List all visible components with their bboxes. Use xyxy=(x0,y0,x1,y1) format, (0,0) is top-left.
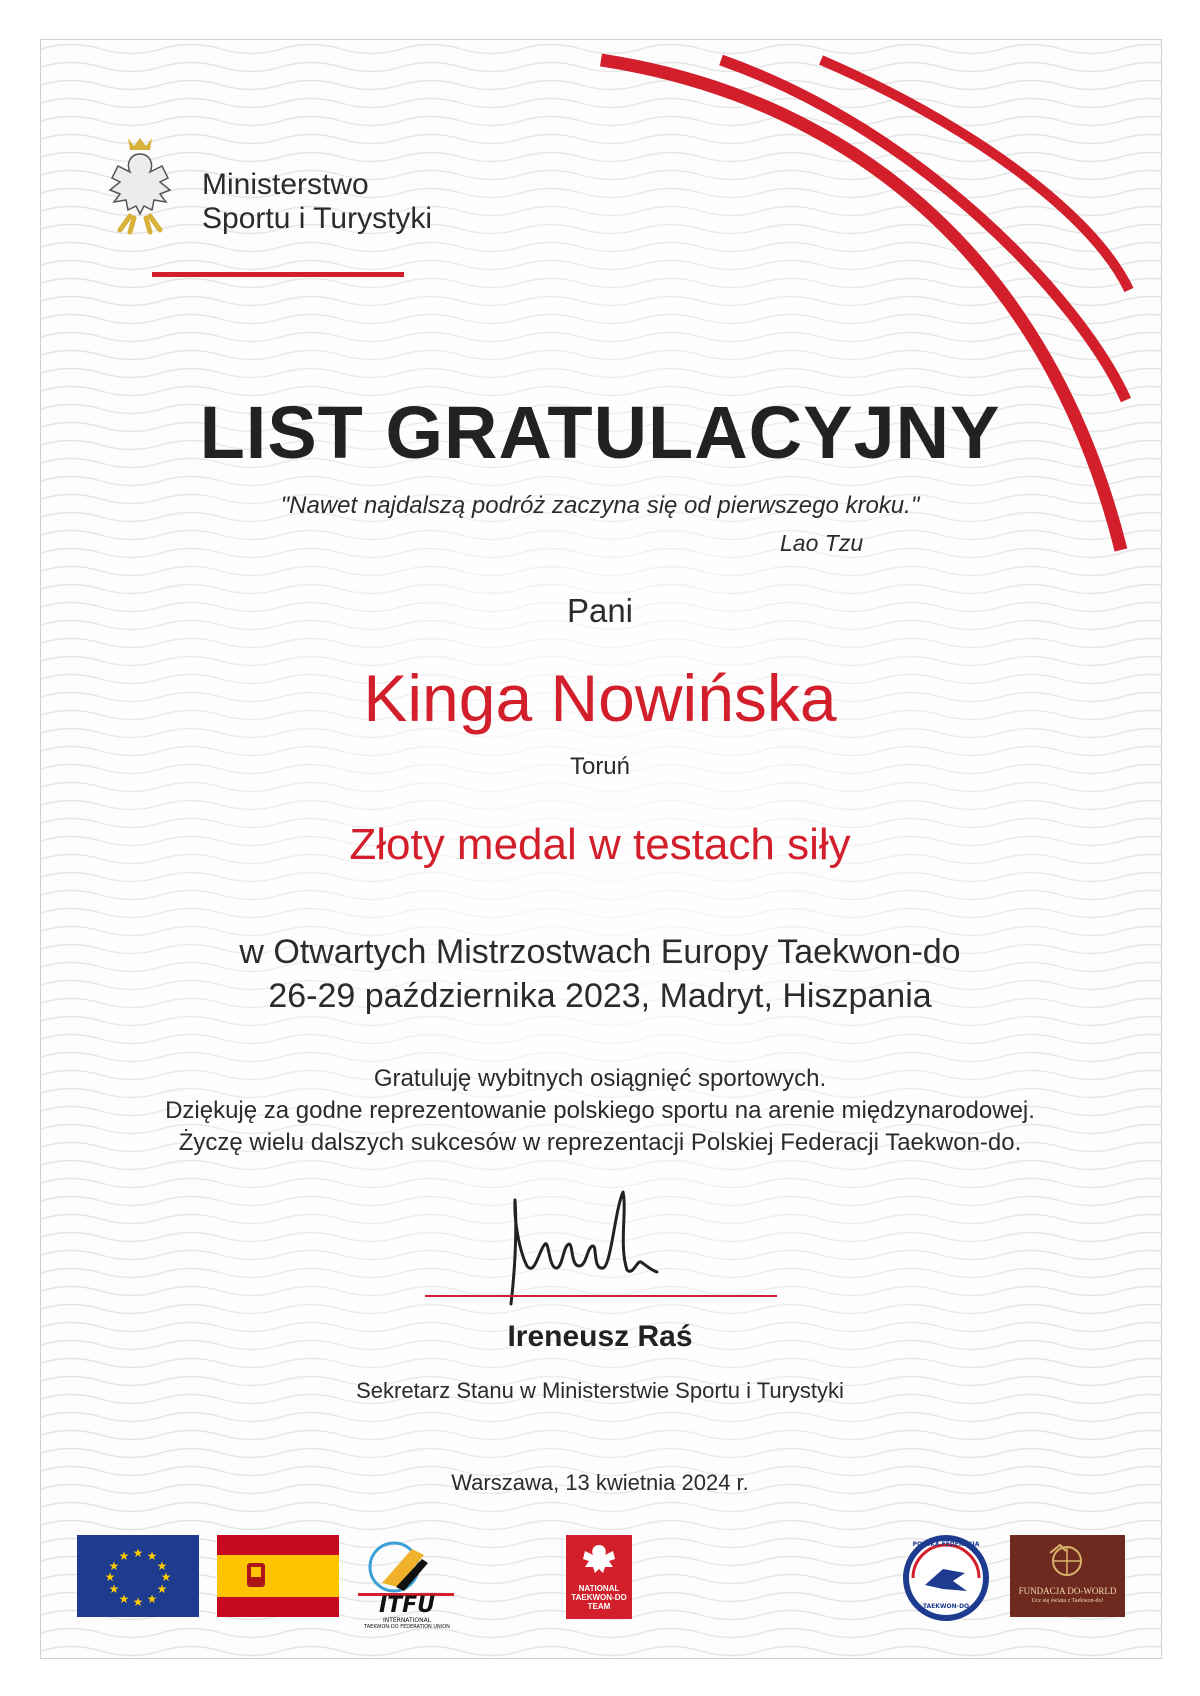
itfu-sub-2: TAEKWON-DO FEDERATION UNION xyxy=(364,1624,450,1630)
eu-flag-icon xyxy=(77,1535,199,1617)
national-team-logo xyxy=(566,1535,632,1619)
team-line-3: TEAM xyxy=(587,1602,611,1611)
quote-text: "Nawet najdalszą podróż zaczyna się od pierwszego kroku." xyxy=(280,492,920,519)
congratulation-message xyxy=(0,1063,1200,1159)
svg-text:★: ★ xyxy=(132,1595,144,1609)
svg-text:★: ★ xyxy=(156,1582,168,1596)
foundation-name: FUNDACJA DO-WORLD xyxy=(1018,1586,1117,1596)
svg-text:★: ★ xyxy=(160,1570,172,1584)
event-line-2: 26-29 października 2023, Madryt, Hiszpania xyxy=(268,977,932,1015)
svg-text:★: ★ xyxy=(156,1559,168,1573)
globe-emblem-icon xyxy=(1010,1535,1125,1581)
svg-text:★: ★ xyxy=(108,1582,120,1596)
handwritten-signature xyxy=(505,1180,725,1310)
ministry-name-line2: Sportu i Turystyki xyxy=(202,202,433,235)
ministry-header xyxy=(90,130,470,280)
foundation-tagline: Ucz się świata z Taekwon-do! xyxy=(1031,1598,1104,1604)
polish-eagle-icon xyxy=(90,130,190,240)
ministry-name xyxy=(202,168,432,236)
event-line-1: w Otwartych Mistrzostwach Europy Taekwon-do xyxy=(239,933,961,971)
itfu-label xyxy=(352,1595,462,1630)
itfu-sub-1: INTERNATIONAL xyxy=(382,1617,432,1624)
team-line-1: NATIONAL xyxy=(578,1584,620,1593)
place-and-date: Warszawa, 13 kwietnia 2024 r. xyxy=(451,1470,749,1495)
award-title: Złoty medal w testach siły xyxy=(349,820,851,869)
message-line-1: Gratuluję wybitnych osiągnięć sportowych. xyxy=(373,1065,827,1092)
message-line-3: Życzę wielu dalszych sukcesów w reprezentacji Polskiej Federacji Taekwon-do. xyxy=(178,1129,1022,1156)
svg-text:★: ★ xyxy=(118,1592,130,1606)
message-line-2: Dziękuję za godne reprezentowanie polskiego sportu na arenie międzynarodowej. xyxy=(165,1097,1035,1124)
federation-sub-label: TAEKWON-DO xyxy=(922,1603,970,1610)
itfu-name: ITFU xyxy=(378,1593,436,1618)
team-line-2: TAEKWON-DO xyxy=(571,1593,627,1602)
svg-text:★: ★ xyxy=(146,1549,158,1563)
fundacja-do-world-logo xyxy=(1010,1535,1125,1617)
svg-text:★: ★ xyxy=(108,1559,120,1573)
svg-text:★: ★ xyxy=(132,1546,144,1560)
signature-line xyxy=(425,1295,777,1297)
spain-flag-icon xyxy=(217,1535,339,1617)
federation-label: POLSKA FEDERACJA xyxy=(912,1541,980,1548)
document-title: LIST GRATULACYJNY xyxy=(199,391,1001,474)
recipient-city: Toruń xyxy=(569,753,631,780)
salutation: Pani xyxy=(566,592,634,629)
signer-name: Ireneusz Raś xyxy=(507,1320,693,1353)
svg-text:★: ★ xyxy=(146,1592,158,1606)
ministry-name-line1: Ministerstwo xyxy=(202,168,369,201)
ministry-underline xyxy=(152,272,404,277)
partner-logos xyxy=(0,1535,1200,1635)
svg-text:★: ★ xyxy=(118,1549,130,1563)
event-description xyxy=(0,930,1200,1018)
svg-text:★: ★ xyxy=(104,1570,116,1584)
quote-author: Lao Tzu xyxy=(780,530,864,556)
white-eagle-icon xyxy=(579,1539,619,1579)
signer-title: Sekretarz Stanu w Ministerstwie Sportu i Turystyki xyxy=(356,1378,844,1403)
recipient-name: Kinga Nowińska xyxy=(363,661,837,735)
